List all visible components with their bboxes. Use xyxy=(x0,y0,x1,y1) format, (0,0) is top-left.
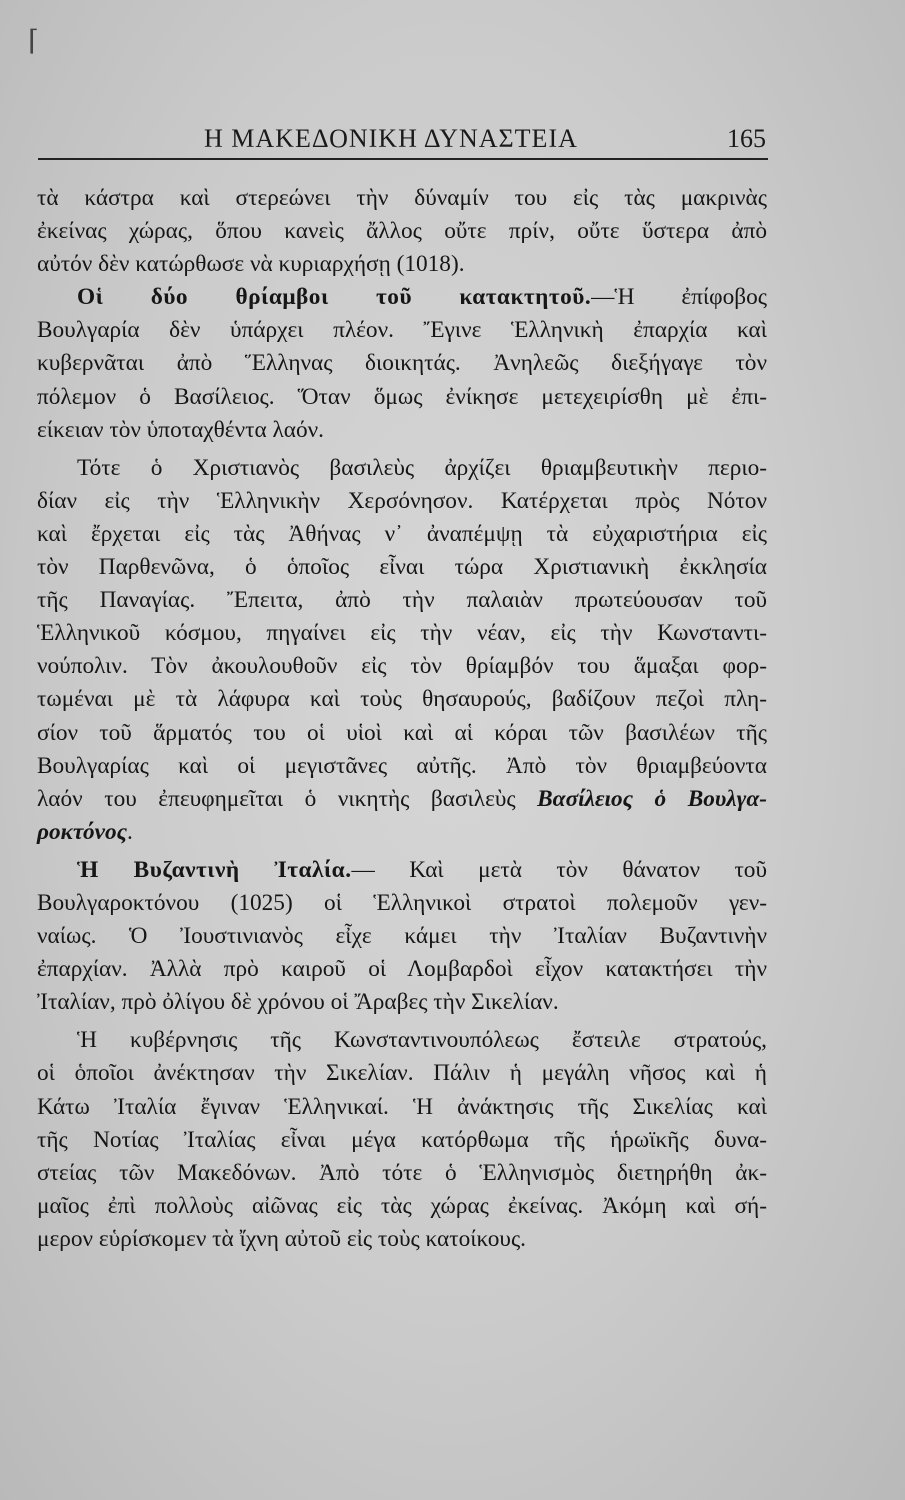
text-line: αὐτόν δὲν κατώρθωσε νὰ κυριαρχήσῃ (1018). xyxy=(37,251,465,278)
text-line: Τότε ὁ Χριστιανὸς βασιλεὺς ἀρχίζει θριαμβευτικὴν περιο- xyxy=(77,454,767,481)
text-line: τωμέναι μὲ τὰ λάφυρα καὶ τοὺς θησαυρούς, βαδίζουν πεζοὶ πλη- xyxy=(37,686,767,713)
text-line: μερον εὑρίσκομεν τὰ ἴχνη αὐτοῦ εἰς τοὺς κατοίκους. xyxy=(37,1225,527,1252)
text-line: Κάτω Ἰταλία ἔγιναν Ἑλληνικαί. Ἡ ἀνάκτησις τῆς Σικελίας καὶ xyxy=(37,1093,767,1120)
text-line: Ἡ κυβέρνησις τῆς Κωνσταντινουπόλεως ἔστειλε στρατούς, xyxy=(77,1027,767,1054)
text-line: Βουλγαροκτόνου (1025) οἱ Ἑλληνικοὶ στρατοὶ πολεμοῦν γεν- xyxy=(37,889,767,916)
text-run: . xyxy=(127,818,133,845)
emphasis-text: ροκτόνος xyxy=(37,818,128,845)
text-line: ναίως. Ὁ Ἰουστινιανὸς εἶχε κάμει τὴν Ἰταλίαν Βυζαντινὴν xyxy=(37,923,767,950)
text-line: Ἑλληνικοῦ κόσμου, πηγαίνει εἰς τὴν νέαν, εἰς τὴν Κωνσταντι- xyxy=(37,620,767,647)
corner-crop-mark: ⌈ xyxy=(28,24,39,57)
text-line: οἱ ὁποῖοι ἀνέκτησαν τὴν Σικελίαν. Πάλιν ἡ μεγάλη νῆσος καὶ ἡ xyxy=(37,1060,767,1087)
text-line xyxy=(37,783,767,816)
text-line: ἐκείνας χώρας, ὅπου κανεὶς ἄλλος οὔτε πρίν, οὔτε ὕστερα ἀπὸ xyxy=(37,218,767,245)
text-line: κυβερνᾶται ἀπὸ Ἕλληνας διοικητάς. Ἀνηλεῶς διεξήγαγε τὸν xyxy=(37,350,767,377)
text-line: τῆς Νοτίας Ἰταλίας εἶναι μέγα κατόρθωμα τῆς ἡρωϊκῆς δυνα- xyxy=(37,1126,767,1153)
text-line: μαῖος ἐπὶ πολλοὺς αἰῶνας εἰς τὰς χώρας ἐκείνας. Ἀκόμη καὶ σή- xyxy=(37,1192,767,1219)
text-run: —Ἡ ἐπίφοβος xyxy=(591,284,768,311)
section-heading-line xyxy=(37,281,767,314)
text-line: τὰ κάστρα καὶ στερεώνει τὴν δύναμίν του εἰς τὰς μακρινὰς xyxy=(37,185,767,211)
text-line: δίαν εἰς τὴν Ἑλληνικὴν Χερσόνησον. Κατέρχεται πρὸς Νότον xyxy=(37,487,767,514)
text-line: είκειαν τὸν ὑποταχθέντα λαόν. xyxy=(37,416,325,443)
paragraph-sicily xyxy=(37,1024,767,1256)
text-line: νούπολιν. Τὸν ἀκουλουθοῦν εἰς τὸν θρίαμβόν του ἅμαξαι φορ- xyxy=(37,653,767,680)
section-heading: Οἱ δύο θρίαμβοι τοῦ κατακτητοῦ. xyxy=(77,284,592,311)
section-heading-line xyxy=(37,854,767,887)
section-triumphs xyxy=(37,281,767,446)
text-line: τὸν Παρθενῶνα, ὁ ὁποῖος εἶναι τώρα Χριστιανικὴ ἐκκλησία xyxy=(37,554,767,581)
paragraph-triumphal-tour xyxy=(37,452,767,849)
text-line: Βουλγαρία δὲν ὑπάρχει πλέον. Ἔγινε Ἑλληνικὴ ἐπαρχία καὶ xyxy=(37,317,767,344)
paragraph-continuation xyxy=(37,182,767,281)
text-line: σίον τοῦ ἅρματός του οἱ υἱοὶ καὶ αἱ κόραι τῶν βασιλέων τῆς xyxy=(37,719,767,746)
text-line: πόλεμον ὁ Βασίλειος. Ὅταν ὅμως ἐνίκησε μετεχειρίσθη μὲ ἐπι- xyxy=(37,383,767,410)
text-line: στείας τῶν Μακεδόνων. Ἀπὸ τότε ὁ Ἑλληνισμὸς διετηρήθη ἀκ- xyxy=(37,1159,767,1186)
text-line xyxy=(37,816,767,849)
text-line: καὶ ἔρχεται εἰς τὰς Ἀθήνας ν᾽ ἀναπέμψῃ τὰ εὐχαριστήρια εἰς xyxy=(37,520,767,547)
body-text xyxy=(37,182,767,1256)
text-line: Βουλγαρίας καὶ οἱ μεγιστᾶνες αὐτῆς. Ἀπὸ τὸν θριαμβεύοντα xyxy=(37,752,767,779)
text-run: λαόν του ἐπευφημεῖται ὁ νικητὴς βασιλεὺς xyxy=(37,785,538,812)
running-title: Η ΜΑΚΕΔΟΝΙΚΗ ΔΥΝΑΣΤΕΙΑ xyxy=(204,124,578,153)
text-line: ἐπαρχίαν. Ἀλλὰ πρὸ καιροῦ οἱ Λομβαρδοὶ εἶχον κατακτήσει τὴν xyxy=(37,956,767,983)
text-run: — Καὶ μετὰ τὸν θάνατον τοῦ xyxy=(351,856,767,883)
emphasis-text: Βασίλειος ὁ Βουλγα- xyxy=(537,785,767,812)
text-line: Ἰταλίαν, πρὸ ὀλίγου δὲ χρόνου οἱ Ἄραβες τὴν Σικελίαν. xyxy=(37,989,559,1016)
text-line: τῆς Παναγίας. Ἔπειτα, ἀπὸ τὴν παλαιὰν πρωτεύουσαν τοῦ xyxy=(37,587,767,614)
page-number: 165 xyxy=(727,124,766,153)
section-heading: Ἡ Βυζαντινὴ Ἰταλία. xyxy=(77,856,352,883)
section-byzantine-italy xyxy=(37,854,767,1019)
page-header xyxy=(38,118,768,160)
